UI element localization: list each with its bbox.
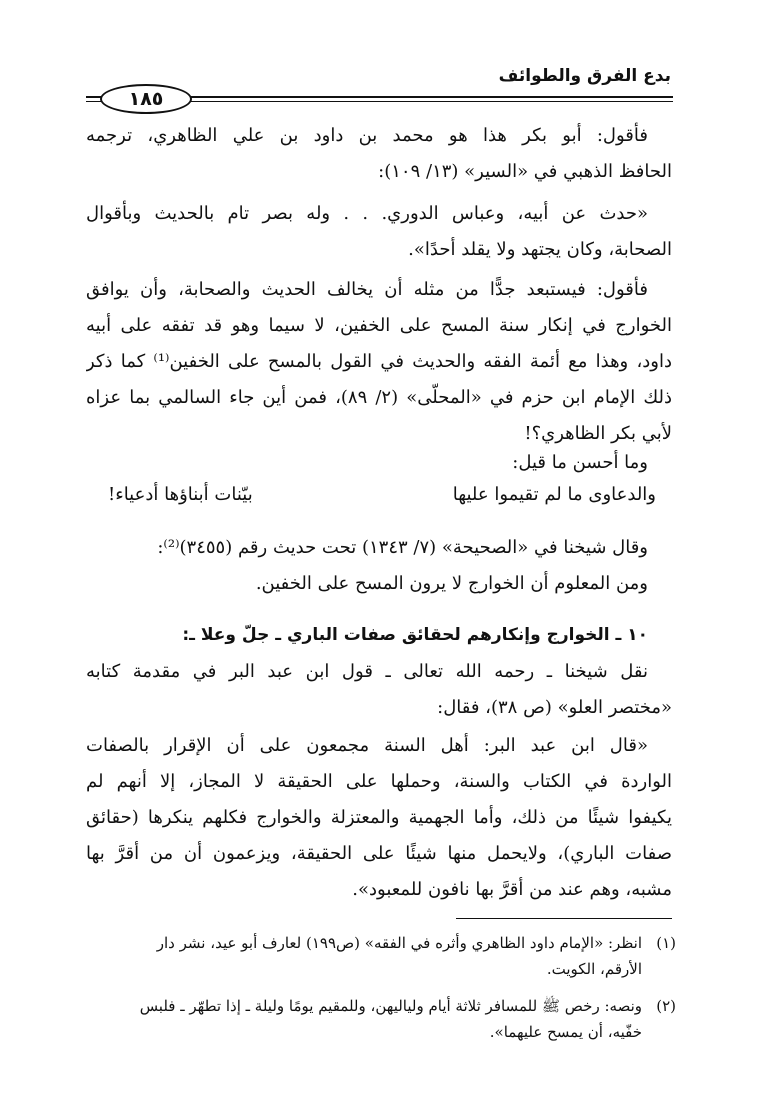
- section-heading: [86, 617, 672, 653]
- text-line: يكيفوا شيئًا من ذلك، وأما الجهمية والمعتزلة والخوارج فكلهم ينكرها (حقائق: [86, 807, 672, 828]
- text-line: «مختصر العلو» (ص ٣٨)، فقال:: [437, 697, 672, 718]
- paragraph-5: [86, 566, 672, 602]
- poem-first-hemistich: والدعاوى ما لم تقيموا عليها: [452, 484, 656, 505]
- paragraph-1: [86, 118, 672, 190]
- poem-verse: [108, 484, 656, 524]
- paragraph-4: [86, 530, 672, 566]
- footnote-text: ونصه: رخص ﷺ للمسافر ثلاثة أيام ولياليهن، وللمقيم يومًا وليلة ـ إذا تطهّر ـ فلبس: [139, 997, 642, 1015]
- text-line: وقال شيخنا في «الصحيحة» (٧/ ١٣٤٣) تحت حديث رقم (٣٤٥٥)⁽²⁾:: [157, 537, 648, 558]
- footnote-text: الأرقم، الكويت.: [546, 960, 642, 978]
- footnote-number: (٢): [656, 997, 676, 1015]
- footnote-text: انظر: «الإمام داود الظاهري وأثره في الفقه» (ص١٩٩) لعارف أبو عيد، نشر دار: [156, 934, 642, 952]
- text-line: مشبه، وهم عند من أقرَّ بها نافون للمعبود».: [352, 879, 672, 900]
- text-line: ومن المعلوم أن الخوارج لا يرون المسح على الخفين.: [255, 573, 648, 594]
- footnote-number: (١): [656, 934, 676, 952]
- text-line: نقل شيخنا ـ رحمه الله تعالى ـ قول ابن عبد البر في مقدمة كتابه: [86, 661, 648, 682]
- quote-paragraph-1: [86, 196, 672, 268]
- text-line: فأقول: أبو بكر هذا هو محمد بن داود بن علي الظاهري، ترجمه: [86, 125, 648, 146]
- footnote-1: [86, 930, 676, 982]
- page-number: ١٨٥: [100, 84, 192, 114]
- text-line: «حدث عن أبيه، وعباس الدوري. . . وله بصر تام بالحديث وبأقوال: [86, 203, 648, 224]
- footnote-2: [86, 993, 676, 1045]
- footnote-separator: [456, 918, 672, 919]
- text-line: وما أحسن ما قيل:: [512, 452, 648, 473]
- text-line: لأبي بكر الظاهري؟!: [524, 423, 672, 444]
- footnote-text: خفّيه، أن يمسح عليهما».: [489, 1023, 642, 1041]
- paragraph-6: [86, 654, 672, 726]
- text-line: «قال ابن عبد البر: أهل السنة مجمعون على أن الإقرار بالصفات: [86, 735, 648, 756]
- text-line: الواردة في الكتاب والسنة، وحملها على الحقيقة لا المجاز، إلا أنهم لم: [86, 771, 672, 792]
- paragraph-2: [86, 272, 672, 452]
- quote-paragraph-2: [86, 728, 672, 908]
- heading-text: ١٠ ـ الخوارج وإنكارهم لحقائق صفات الباري ـ جلّ وعلا ـ:: [182, 625, 648, 645]
- text-line: الخوارج في إنكار سنة المسح على الخفين، لا سيما وهو قد تفقه على أبيه: [86, 315, 672, 336]
- text-line: داود، وهذا مع أئمة الفقه والحديث في القول بالمسح على الخفين⁽¹⁾ كما ذكر: [86, 351, 672, 372]
- text-line: صفات الباري)، ولايحمل منها شيئًا على الحقيقة، ويزعمون أن من أقرَّ بها: [86, 843, 672, 864]
- text-line: الصحابة، وكان يجتهد ولا يقلد أحدًا».: [408, 239, 672, 260]
- poem-second-hemistich: بيّنات أبناؤها أدعياء!: [108, 484, 253, 505]
- text-line: فأقول: فيستبعد جدًّا من مثله أن يخالف الحديث والصحابة، وأن يوافق: [86, 279, 648, 300]
- running-title: بدع الفرق والطوائف: [498, 66, 671, 86]
- text-line: ذلك الإمام ابن حزم في «المحلّى» (٢/ ٨٩)، فمن أين جاء السالمي بما عزاه: [86, 387, 672, 408]
- paragraph-3: [86, 445, 672, 481]
- text-line: الحافظ الذهبي في «السير» (١٣/ ١٠٩):: [378, 161, 672, 182]
